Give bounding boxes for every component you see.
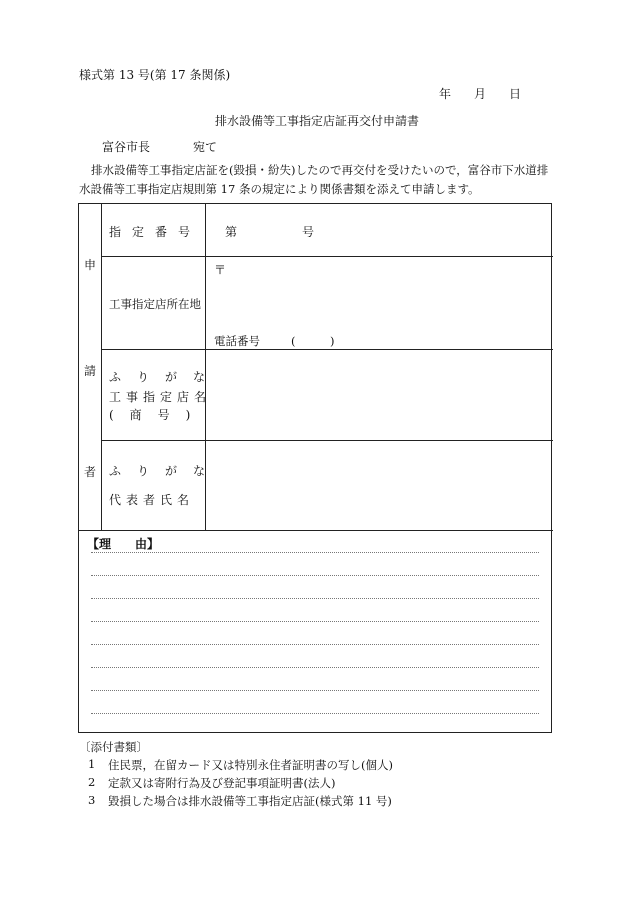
store-name-label: 工事指定店名 bbox=[109, 390, 212, 404]
reason-line bbox=[91, 552, 539, 553]
row-divider bbox=[101, 440, 553, 441]
reason-label: 【理 由】 bbox=[87, 537, 160, 551]
reason-line bbox=[91, 598, 539, 599]
reason-line bbox=[91, 621, 539, 622]
intro-line-2: 水設備等工事指定店規則第 17 条の規定により関係書類を添えて申請します。 bbox=[79, 182, 480, 196]
document-title: 排水設備等工事指定店証再交付申請書 bbox=[215, 114, 420, 128]
reason-line bbox=[91, 644, 539, 645]
side-column-divider bbox=[101, 204, 102, 530]
location-label: 工事指定店所在地 bbox=[109, 297, 201, 311]
intro-line-1: 排水設備等工事指定店証を(毀損・紛失)したので再交付を受けたいので，富谷市下水道排 bbox=[91, 163, 549, 177]
addressee: 富谷市長 bbox=[102, 140, 151, 154]
designation-prefix: 第 bbox=[225, 225, 238, 239]
rep-furigana-label: ふりがな bbox=[109, 464, 222, 478]
designation-suffix: 号 bbox=[302, 225, 315, 239]
store-furigana-label: ふりがな bbox=[109, 370, 222, 384]
row-divider bbox=[101, 256, 553, 257]
attachment-item-1: 住民票，在留カード又は特別永住者証明書の写し(個人) bbox=[108, 758, 393, 772]
date-day: 日 bbox=[509, 87, 522, 101]
reason-line bbox=[91, 690, 539, 691]
date-month: 月 bbox=[474, 87, 487, 101]
attachments-title: 〔添付書類〕 bbox=[79, 740, 148, 754]
side-label-3: 者 bbox=[84, 465, 97, 479]
side-label-1: 申 bbox=[84, 258, 97, 272]
attachment-item-3: 毀損した場合は排水設備等工事指定店証(様式第 11 号) bbox=[108, 794, 392, 808]
reason-line bbox=[91, 713, 539, 714]
designation-label: 指定番号 bbox=[109, 225, 202, 239]
label-column-divider bbox=[205, 204, 206, 530]
attachment-no-1: 1 bbox=[88, 757, 96, 771]
postal-mark: 〒 bbox=[214, 263, 227, 277]
phone-area-code: ( ) bbox=[291, 334, 335, 348]
date-year: 年 bbox=[439, 87, 452, 101]
attachment-no-3: 3 bbox=[88, 793, 96, 807]
rep-name-label: 代表者氏名 bbox=[109, 493, 195, 507]
addressee-suffix: 宛て bbox=[193, 140, 218, 154]
phone-label: 電話番号 bbox=[214, 334, 260, 348]
side-label-2: 請 bbox=[84, 364, 97, 378]
reason-line bbox=[91, 667, 539, 668]
attachment-item-2: 定款又は寄附行為及び登記事項証明書(法人) bbox=[108, 776, 336, 790]
row-divider bbox=[101, 349, 553, 350]
form-number: 様式第 13 号(第 17 条関係) bbox=[79, 68, 231, 82]
reason-line bbox=[91, 575, 539, 576]
attachment-no-2: 2 bbox=[88, 775, 96, 789]
application-form bbox=[78, 203, 552, 733]
reason-divider bbox=[79, 530, 553, 531]
store-trade-label: (商号) bbox=[109, 408, 207, 422]
